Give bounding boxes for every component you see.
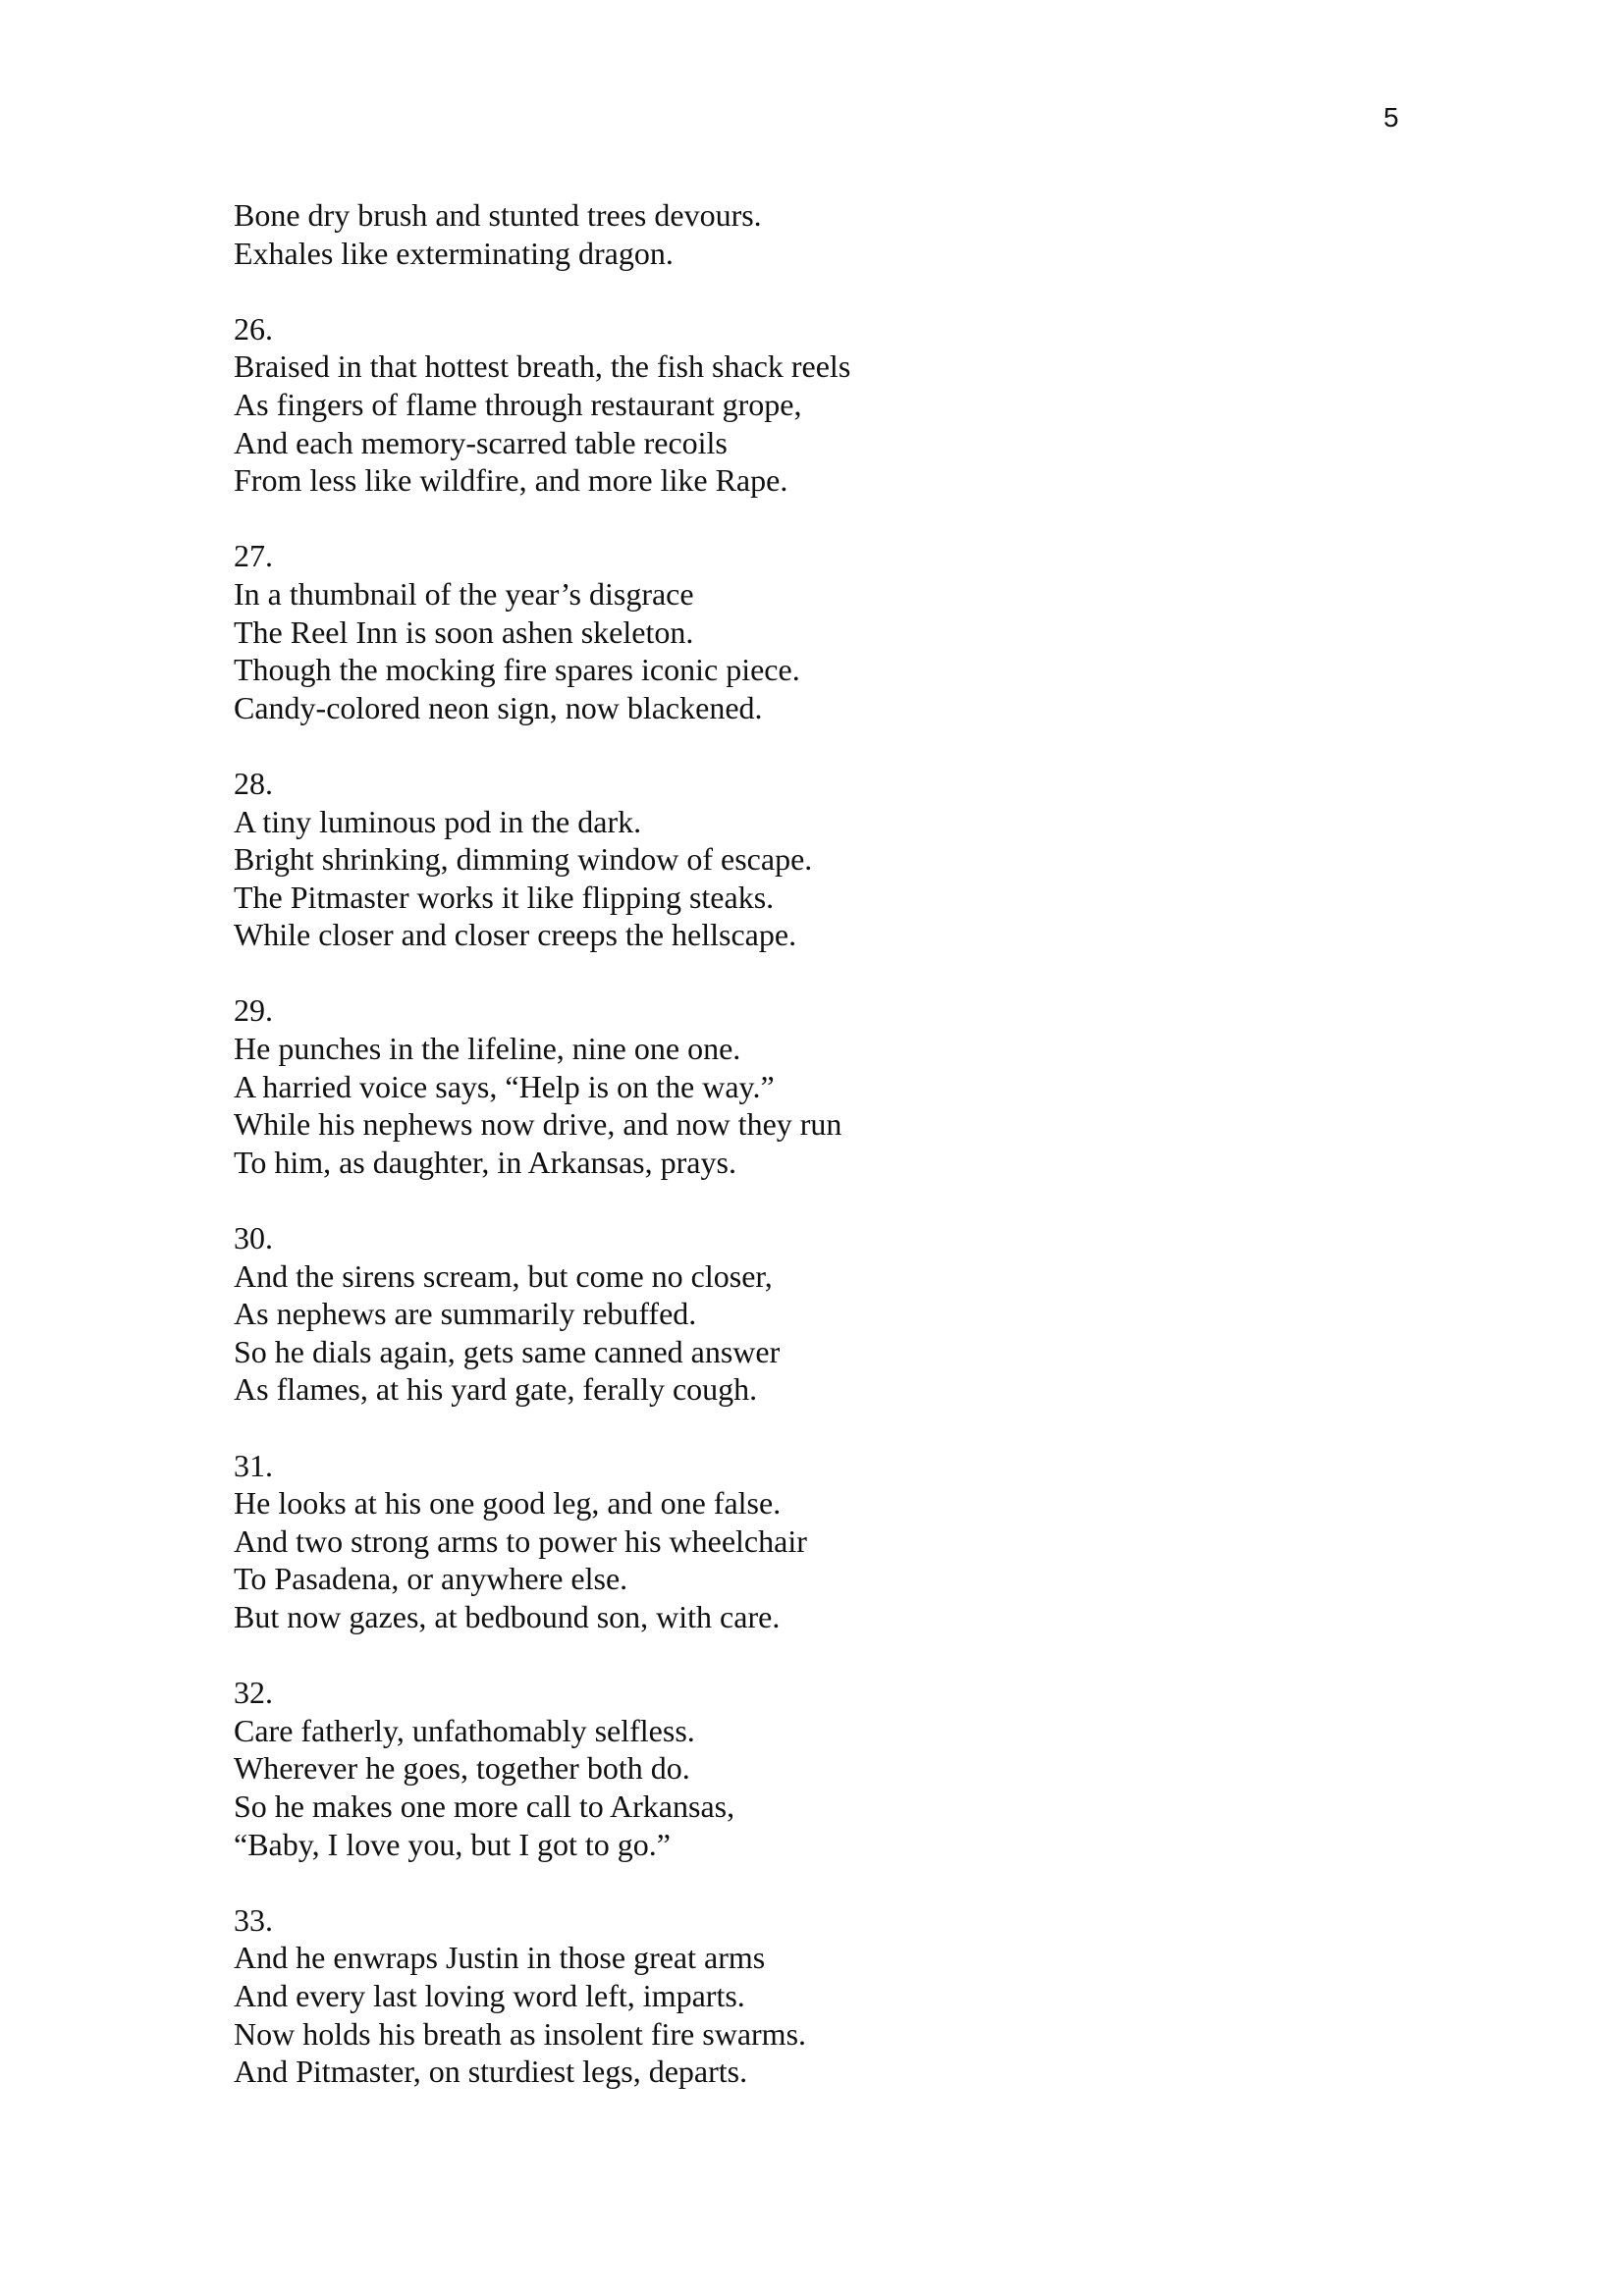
poem-line: And Pitmaster, on sturdiest legs, departs. — [234, 2054, 748, 2090]
poem-line: Care fatherly, unfathomably selfless. — [234, 1712, 695, 1748]
poem-line: Braised in that hottest breath, the fish shack reels — [234, 348, 851, 385]
poem-line: Bone dry brush and stunted trees devours. — [234, 197, 762, 233]
poem-line: He punches in the lifeline, nine one one. — [234, 1031, 741, 1067]
poem-line: While his nephews now drive, and now they run — [234, 1106, 842, 1143]
poem-line: As flames, at his yard gate, ferally cough. — [234, 1371, 758, 1408]
stanza-number: 28. — [234, 765, 273, 801]
poem-line: And every last loving word left, imparts. — [234, 1977, 745, 2013]
poem-line: A tiny luminous pod in the dark. — [234, 803, 642, 839]
poem-line: But now gazes, at bedbound son, with care. — [234, 1598, 781, 1634]
stanza-number: 33. — [234, 1901, 273, 1938]
poem-line: A harried voice says, “Help is on the way.” — [234, 1068, 775, 1104]
poem-line: Candy-colored neon sign, now blackened. — [234, 689, 763, 725]
stanza-number: 31. — [234, 1447, 273, 1483]
stanza-33 — [234, 1901, 1412, 2091]
poem-line: Bright shrinking, dimming window of escape. — [234, 841, 813, 878]
stanza-number: 26. — [234, 310, 273, 347]
poem-line: To him, as daughter, in Arkansas, prays. — [234, 1144, 736, 1180]
poem-line: And he enwraps Justin in those great arms — [234, 1940, 766, 1976]
poem-line: So he dials again, gets same canned answer — [234, 1333, 781, 1369]
poem-line: And two strong arms to power his wheelchair — [234, 1522, 807, 1559]
poem-line: Though the mocking fire spares iconic piece. — [234, 652, 800, 688]
poem-line: And the sirens scream, but come no closer, — [234, 1257, 773, 1294]
poem-line: As fingers of flame through restaurant grope, — [234, 386, 802, 422]
poem-line: “Baby, I love you, but I got to go.” — [234, 1826, 671, 1862]
poem-line: And each memory-scarred table recoils — [234, 424, 728, 460]
opening-lines — [234, 196, 1412, 272]
poem-line: Now holds his breath as insolent fire swarms. — [234, 2015, 807, 2052]
stanza-number: 32. — [234, 1675, 273, 1711]
poem-line: In a thumbnail of the year’s disgrace — [234, 575, 694, 612]
poem-body — [234, 196, 1412, 2091]
stanza-26 — [234, 310, 1412, 500]
stanza-27 — [234, 537, 1412, 726]
poem-line: While closer and closer creeps the hellscape. — [234, 917, 797, 953]
stanza-30 — [234, 1219, 1412, 1409]
poem-line: From less like wildfire, and more like Rape. — [234, 462, 788, 499]
poem-line: So he makes one more call to Arkansas, — [234, 1788, 735, 1824]
poem-line: As nephews are summarily rebuffed. — [234, 1296, 697, 1332]
stanza-number: 27. — [234, 538, 273, 574]
page-number: 5 — [1383, 102, 1399, 133]
stanza-32 — [234, 1674, 1412, 1863]
poem-line: Exhales like exterminating dragon. — [234, 235, 674, 271]
poem-line: To Pasadena, or anywhere else. — [234, 1561, 628, 1597]
stanza-28 — [234, 765, 1412, 954]
poem-line: The Pitmaster works it like flipping steaks. — [234, 879, 775, 915]
stanza-31 — [234, 1447, 1412, 1636]
poem-line: He looks at his one good leg, and one false. — [234, 1485, 782, 1522]
poem-line: Wherever he goes, together both do. — [234, 1750, 690, 1787]
poem-line: The Reel Inn is soon ashen skeleton. — [234, 614, 694, 650]
stanza-29 — [234, 991, 1412, 1181]
stanza-number: 30. — [234, 1220, 273, 1256]
stanza-number: 29. — [234, 992, 273, 1029]
